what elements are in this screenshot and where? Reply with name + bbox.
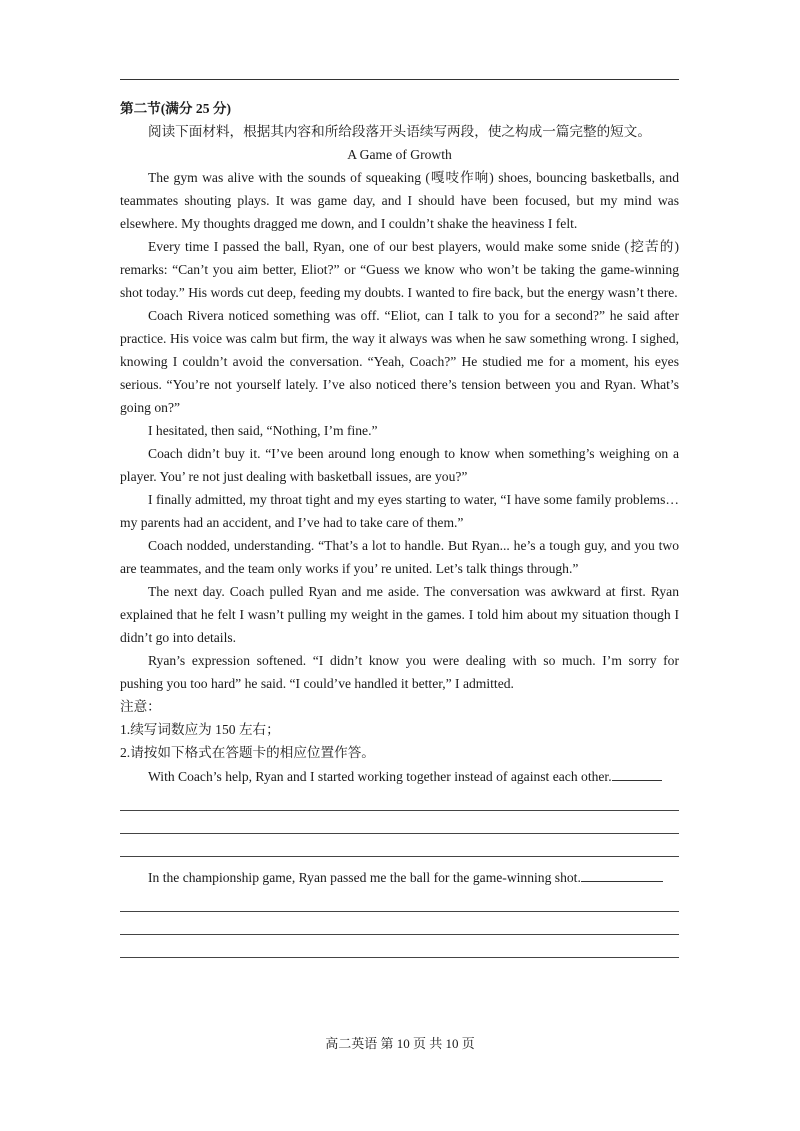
starter-text: With Coach’s help, Ryan and I started working together instead of against each other. <box>148 769 612 784</box>
note-item: 2.请按如下格式在答题卡的相应位置作答。 <box>120 745 375 760</box>
notes-heading: 注意： <box>120 699 161 714</box>
answer-blank[interactable] <box>581 865 663 882</box>
answer-line[interactable] <box>120 834 679 857</box>
answer-line[interactable] <box>120 788 679 811</box>
continuation-starter-2 <box>120 865 679 889</box>
answer-blank[interactable] <box>612 764 662 781</box>
story-paragraph: The gym was alive with the sounds of squeaking (嘎吱作响) shoes, bouncing basketballs, and teammates shouting plays. It was game day, and I should have been focused, but my mind was elsewhere. My thoughts dragged me down, and I couldn’t shake the heaviness I felt. <box>120 170 679 231</box>
section-title: 第二节(满分 25 分) <box>120 101 232 116</box>
answer-line[interactable] <box>120 889 679 912</box>
answer-line[interactable] <box>120 811 679 834</box>
story-paragraph: Every time I passed the ball, Ryan, one of our best players, would make some snide (挖苦的) remarks: “Can’t you aim better, Eliot?” or “Guess we know who won’t be taking the game-winning shot today.” His words cut deep, feeding my doubts. I wanted to fire back, but the energy wasn’t there. <box>120 239 679 300</box>
story-title: A Game of Growth <box>347 147 452 162</box>
story-paragraph: Coach didn’t buy it. “I’ve been around long enough to know when something’s weighing on a player. You’ re not just dealing with basketball issues, are you?” <box>120 446 679 484</box>
page-footer: 高二英语 第 10 页 共 10 页 <box>325 1036 475 1051</box>
answer-line[interactable] <box>120 912 679 935</box>
answer-line[interactable] <box>120 935 679 958</box>
continuation-starter-1 <box>120 764 679 788</box>
instruction-text: 阅读下面材料，根据其内容和所给段落开头语续写两段，使之构成一篇完整的短文。 <box>148 124 651 139</box>
header-rule <box>120 79 679 80</box>
starter-text: In the championship game, Ryan passed me the ball for the game-winning shot. <box>148 870 581 885</box>
story-paragraph: Coach nodded, understanding. “That’s a lot to handle. But Ryan... he’s a tough guy, and you two are teammates, and the team only works if you’ re united. Let’s talk things through.” <box>120 538 679 576</box>
story-paragraph: Coach Rivera noticed something was off. “Eliot, can I talk to you for a second?” he said after practice. His voice was calm but firm, the way it always was when he saw something wrong. I sighed, knowing I couldn’t avoid the conversation. “Yeah, Coach?” He studied me for a moment, his eyes serious. “You’re not yourself lately. I’ve also noticed there’s tension between you and Ryan. What’s going on?” <box>120 308 679 415</box>
note-item: 1.续写词数应为 150 左右； <box>120 722 280 737</box>
exam-content <box>120 97 679 958</box>
story-paragraph: The next day. Coach pulled Ryan and me aside. The conversation was awkward at first. Ryan explained that he felt I wasn’t pulling my weight in the games. I told him about my situation though I didn’t go into details. <box>120 584 679 645</box>
story-paragraph: I finally admitted, my throat tight and my eyes starting to water, “I have some family problems…my parents had an accident, and I’ve had to take care of them.” <box>120 492 679 530</box>
story-paragraph: I hesitated, then said, “Nothing, I’m fine.” <box>148 423 378 438</box>
story-paragraph: Ryan’s expression softened. “I didn’t know you were dealing with so much. I’m sorry for pushing you too hard” he said. “I could’ve handled it better,” I admitted. <box>120 653 679 691</box>
